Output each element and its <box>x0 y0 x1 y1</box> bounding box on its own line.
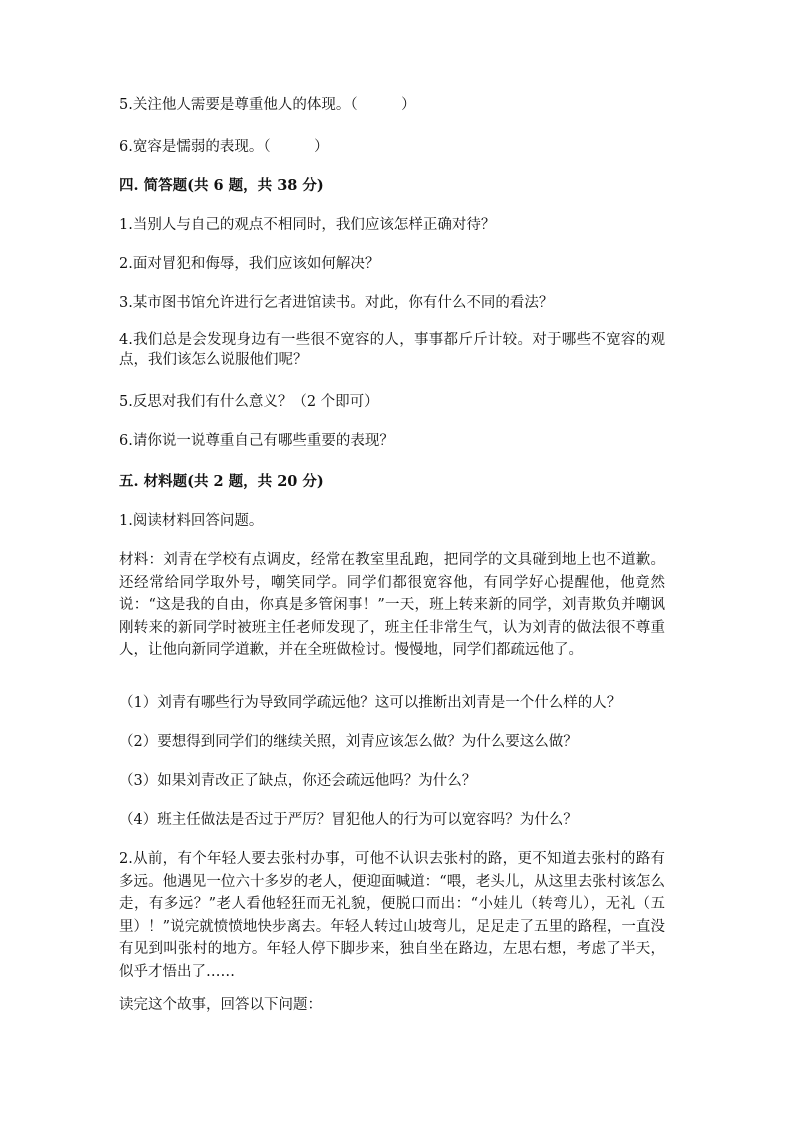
material-subquestion-2: （2）要想得到同学们的继续关照，刘青应该怎么做？为什么要这么做？ <box>119 734 578 750</box>
material-subquestion-3: （3）如果刘青改正了缺点，你还会疏远他吗？为什么？ <box>119 773 477 789</box>
short-answer-2: 2.面对冒犯和侮辱，我们应该如何解决？ <box>119 256 380 272</box>
short-answer-4: 4.我们总是会发现身边有一些很不宽容的人，事事都斤斤计较。对于哪些不宽容的观点，我们该怎么说服他们呢？ <box>119 332 665 368</box>
section-5-heading: 五. 材料题(共 2 题，共 20 分) <box>119 473 324 490</box>
judge-question-6: 6.宽容是懦弱的表现。（ ） <box>119 139 329 155</box>
material-subquestion-4: （4）班主任做法是否过于严厉？冒犯他人的行为可以宽容吗？为什么？ <box>119 812 578 828</box>
material-question-1-title: 1.阅读材料回答问题。 <box>119 513 264 529</box>
judge-question-5: 5.关注他人需要是尊重他人的体现。（ ） <box>119 97 416 113</box>
short-answer-1: 1.当别人与自己的观点不相同时，我们应该怎样正确对待？ <box>119 217 496 233</box>
material-question-2-prompt: 读完这个故事，回答以下问题： <box>119 997 322 1013</box>
short-answer-6: 6.请你说一说尊重自己有哪些重要的表现？ <box>119 433 394 449</box>
section-4-heading: 四. 简答题(共 6 题，共 38 分) <box>119 177 324 194</box>
material-subquestion-1: （1）刘青有哪些行为导致同学疏远他？这可以推断出刘青是一个什么样的人？ <box>119 695 622 711</box>
short-answer-3: 3.某市图书馆允许进行乞者进馆读书。对此，你有什么不同的看法？ <box>119 295 554 311</box>
material-story-2: 2.从前，有个年轻人要去张村办事，可他不认识去张村的路，更不知道去张村的路有多远。他遇见一位六十多岁的老人，便迎面喊道：“喂，老头儿，从这里去张村该怎么走，有多远？”老人看他轻狂而无礼貌，便脱口而出：“小娃儿（转弯儿），无礼（五里）！”说完就愤愤地快步离去。年轻人转过山坡弯儿，足足走了五里的路程，一直没有见到叫张村的地方。年轻人停下脚步来，独自坐在路边，左思右想，考虑了半天，似乎才悟出了…… <box>119 851 665 980</box>
material-passage-1: 材料：刘青在学校有点调皮，经常在教室里乱跑，把同学的文具碰到地上也不道歉。还经常给同学取外号，嘲笑同学。同学们都很宽容他，有同学好心提醒他，他竟然说：“这是我的自由，你真是多管闲事！”一天，班上转来新的同学，刘青欺负并嘲讽刚转来的新同学时被班主任老师发现了，班主任非常生气，认为刘青的做法很不尊重人，让他向新同学道歉，并在全班做检讨。慢慢地，同学们都疏远他了。 <box>119 552 665 658</box>
short-answer-5: 5.反思对我们有什么意义？（2 个即可） <box>119 394 379 410</box>
